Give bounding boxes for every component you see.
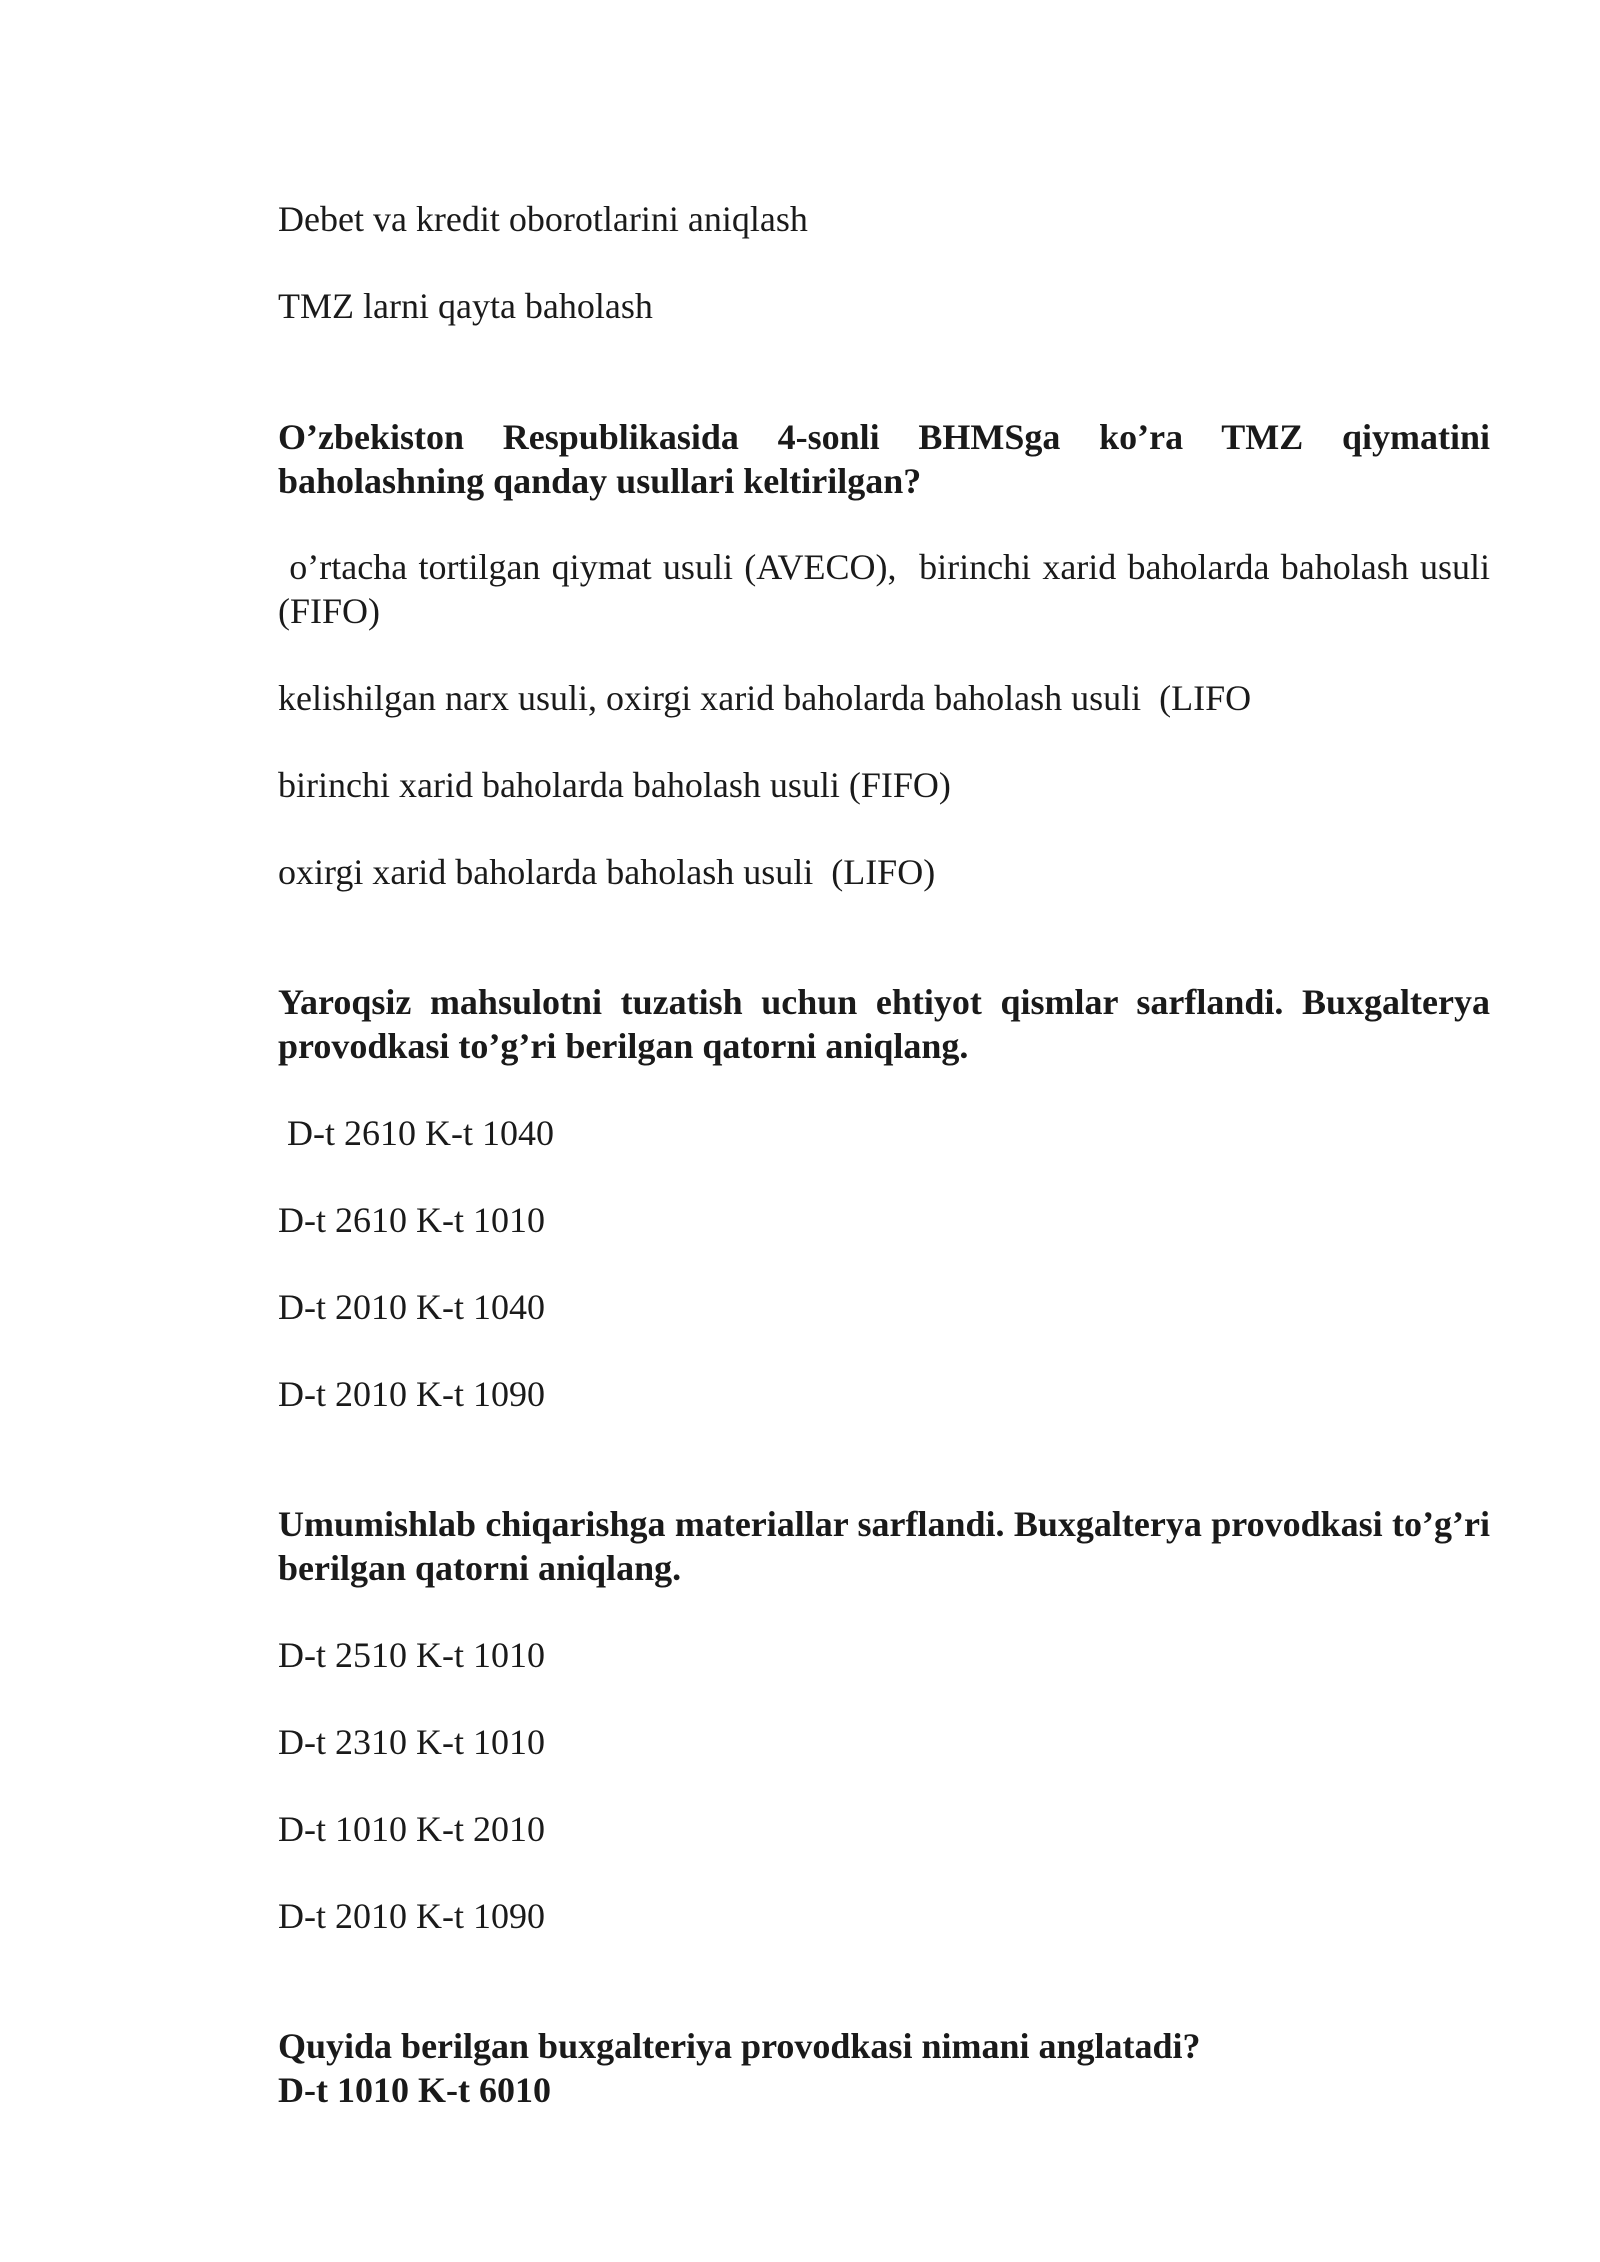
answer-option: D-t 2010 K-t 1090 xyxy=(278,1374,545,1414)
answer-option: kelishilgan narx usuli, oxirgi xarid baholarda baholash usuli (LIFO xyxy=(278,678,1252,718)
question-text: Quyida berilgan buxgalteriya provodkasi nimani anglatadi? xyxy=(278,2026,1201,2066)
answer-option: Debet va kredit oborotlarini aniqlash xyxy=(278,199,808,239)
answer-option: D-t 1010 K-t 2010 xyxy=(278,1809,545,1849)
answer-option: oxirgi xarid baholarda baholash usuli (LIFO) xyxy=(278,852,936,892)
answer-option: D-t 2010 K-t 1090 xyxy=(278,1896,545,1936)
question-text: O’zbekiston Respublikasida 4-sonli BHMSga ko’ra TMZ qiymatini baholashning qanday usullari keltirilgan? xyxy=(278,417,1490,501)
answer-option: birinchi xarid baholarda baholash usuli (FIFO) xyxy=(278,765,951,805)
answer-option: D-t 2010 K-t 1040 xyxy=(278,1287,545,1327)
answer-option: o’rtacha tortilgan qiymat usuli (AVECO), birinchi xarid baholarda baholash usuli (FIFO) xyxy=(278,547,1499,631)
answer-option: D-t 2510 K-t 1010 xyxy=(278,1635,545,1675)
question-provodka: D-t 1010 K-t 6010 xyxy=(278,2070,551,2110)
answer-option: D-t 2610 K-t 1010 xyxy=(278,1200,545,1240)
answer-option: TMZ larni qayta baholash xyxy=(278,286,653,326)
question-text: Yaroqsiz mahsulotni tuzatish uchun ehtiyot qismlar sarflandi. Buxgalterya provodkasi to’g’ri berilgan qatorni aniqlang. xyxy=(278,982,1490,1066)
answer-option: D-t 2310 K-t 1010 xyxy=(278,1722,545,1762)
answer-option: D-t 2610 K-t 1040 xyxy=(278,1113,554,1153)
question-text: Umumishlab chiqarishga materiallar sarflandi. Buxgalterya provodkasi to’g’ri berilgan qatorni aniqlang. xyxy=(278,1504,1490,1588)
